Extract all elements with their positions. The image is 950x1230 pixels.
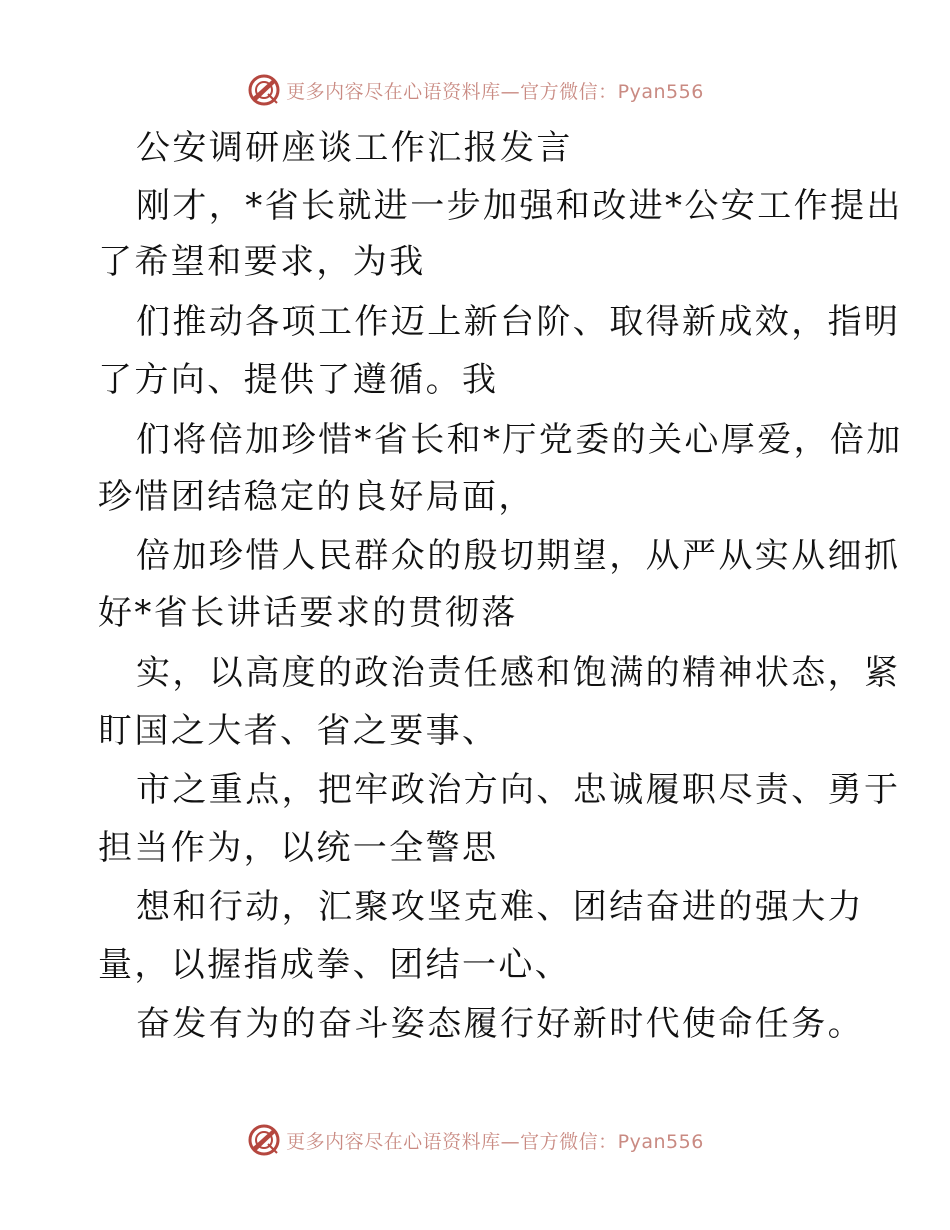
watermark-text: 更多内容尽在心语资料库—官方微信：Pyan556 bbox=[286, 1130, 704, 1153]
paragraph-line: 实，以高度的政治责任感和饱满的精神状态，紧 bbox=[136, 653, 901, 693]
paragraph-line: 了方向、提供了遵循。我 bbox=[98, 360, 499, 400]
watermark-header bbox=[0, 70, 950, 110]
paragraph-line: 想和行动，汇聚攻坚克难、团结奋进的强大力 bbox=[136, 887, 864, 927]
paragraph-line: 了希望和要求，为我 bbox=[98, 242, 426, 282]
seal-logo-icon bbox=[246, 72, 282, 108]
watermark-footer bbox=[0, 1120, 950, 1160]
paragraph-line: 量，以握指成拳、团结一心、 bbox=[98, 945, 572, 985]
seal-logo-icon bbox=[246, 1122, 282, 1158]
paragraph-line: 奋发有为的奋斗姿态履行好新时代使命任务。 bbox=[136, 1004, 864, 1044]
paragraph-line: 倍加珍惜人民群众的殷切期望，从严从实从细抓 bbox=[136, 536, 901, 576]
paragraph-line: 好*省长讲话要求的贯彻落 bbox=[98, 593, 518, 633]
paragraph-line: 们将倍加珍惜*省长和*厅党委的关心厚爱，倍加 bbox=[136, 420, 903, 460]
paragraph-line: 担当作为，以统一全警思 bbox=[98, 828, 499, 868]
paragraph-line: 珍惜团结稳定的良好局面， bbox=[98, 477, 535, 517]
paragraph-line: 盯国之大者、省之要事、 bbox=[98, 711, 499, 751]
paragraph-line: 刚才，*省长就进一步加强和改进*公安工作提出 bbox=[136, 186, 903, 226]
document-title: 公安调研座谈工作汇报发言 bbox=[136, 128, 573, 168]
paragraph-line: 市之重点，把牢政治方向、忠诚履职尽责、勇于 bbox=[136, 770, 901, 810]
paragraph-line: 们推动各项工作迈上新台阶、取得新成效，指明 bbox=[136, 302, 901, 342]
watermark-text: 更多内容尽在心语资料库—官方微信：Pyan556 bbox=[286, 80, 704, 103]
